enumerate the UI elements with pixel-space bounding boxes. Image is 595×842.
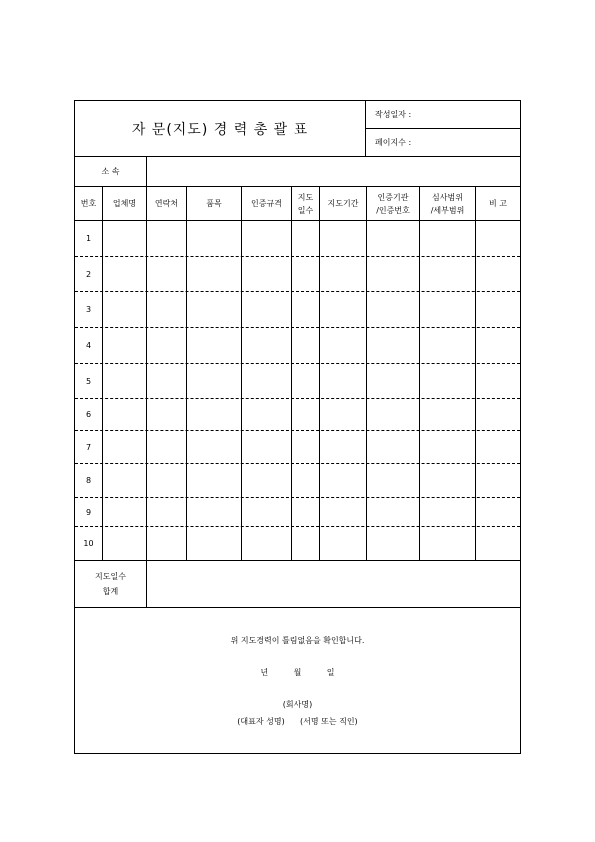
row-divider: [75, 256, 520, 257]
date-line: 년 월 일: [260, 668, 335, 677]
row-number-1: 1: [85, 234, 92, 243]
date-label: 작성일자 :: [375, 110, 412, 119]
row-divider: [75, 463, 520, 464]
pages-label: 페이지수 :: [375, 138, 412, 147]
row-number-4: 4: [85, 341, 92, 350]
column-line: [366, 186, 367, 560]
header-remarks: 비 고: [489, 199, 507, 208]
row-number-7: 7: [85, 442, 92, 452]
total-bottom-border: [75, 607, 520, 608]
row-number-5: 5: [85, 376, 92, 386]
column-line: [102, 186, 103, 560]
column-line: [146, 186, 147, 607]
row-number-6: 6: [85, 410, 92, 419]
total-days-field[interactable]: [147, 561, 520, 607]
header-cert-standard: 인증규격: [251, 199, 282, 208]
row-divider: [75, 291, 520, 292]
row-number-3: 3: [85, 305, 92, 314]
column-line: [291, 186, 292, 560]
header-consult-days: 지도 일수: [297, 192, 314, 215]
row-divider: [75, 430, 520, 431]
header-consult-period: 지도기간: [327, 199, 359, 208]
row-divider: [75, 526, 520, 527]
column-line: [241, 186, 242, 560]
header-contact: 연락처: [154, 199, 179, 208]
column-line: [319, 186, 320, 560]
header-bottom-border: [75, 220, 520, 221]
column-line: [475, 186, 476, 560]
confirmation-statement: 위 지도경력이 틀림없음을 확인합니다.: [230, 636, 365, 645]
header-cert-body: 인증기관 /인증번호: [376, 192, 410, 215]
column-line: [419, 186, 420, 560]
company-name-line: (회사명): [282, 700, 313, 709]
header-item: 품목: [206, 199, 222, 208]
row-number-8: 8: [85, 476, 92, 485]
header-company: 업체명: [112, 199, 137, 208]
total-days-label: 지도일수 합계: [95, 572, 126, 596]
affiliation-field[interactable]: [147, 157, 520, 186]
header-number: 번호: [80, 199, 97, 208]
row-divider: [75, 497, 520, 498]
column-line: [186, 186, 187, 560]
header-audit-scope: 심사범위 /세부범위: [430, 192, 465, 215]
form-title: 자 문(지도) 경 력 총 괄 표: [131, 121, 309, 138]
representative-signature-line: (대표자 성명) (서명 또는 직인): [237, 717, 358, 726]
row-number-2: 2: [85, 269, 92, 279]
row-number-10: 10: [83, 539, 94, 548]
consulting-career-summary-form: [74, 100, 521, 754]
row-divider: [75, 327, 520, 328]
row-divider: [75, 398, 520, 399]
row-number-9: 9: [85, 507, 92, 517]
row-divider: [75, 363, 520, 364]
affiliation-label: 소 속: [101, 167, 120, 176]
